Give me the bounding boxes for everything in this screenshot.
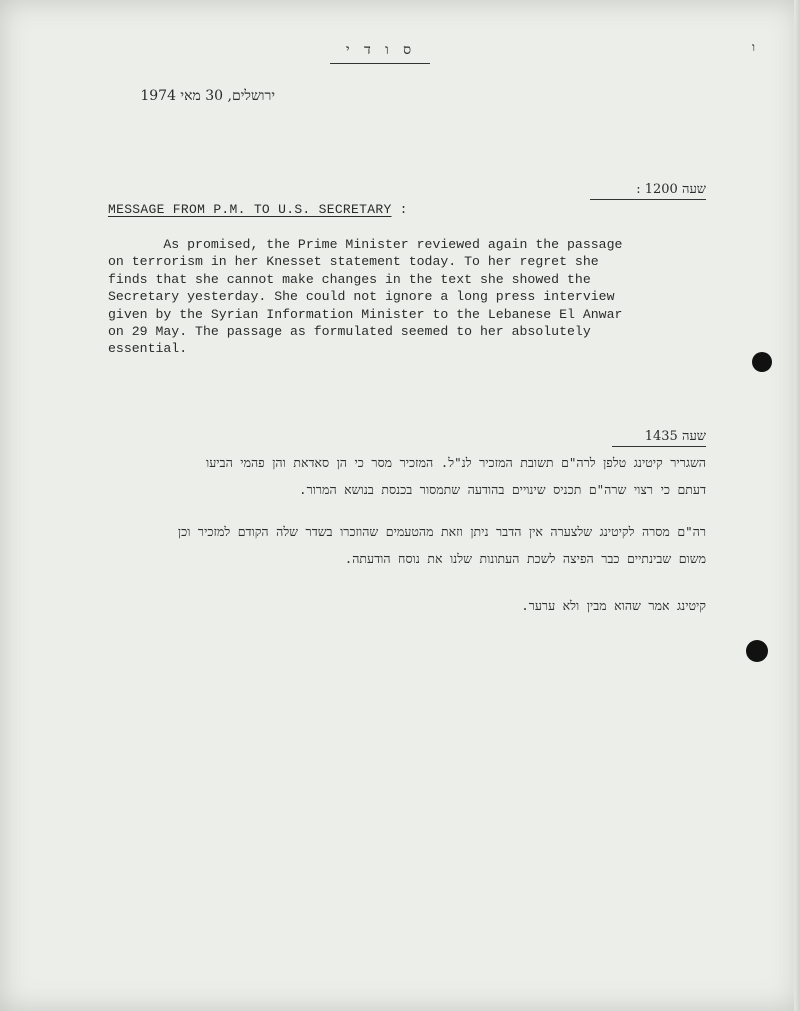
message-time-1435: שעה 1435 — [612, 428, 706, 447]
body-line: Secretary yesterday. She could not ignore a long press interview — [108, 289, 615, 305]
punch-hole — [752, 352, 772, 372]
hebrew-paragraph-2 — [6, 518, 706, 572]
message-time-1200: שעה 1200 : — [590, 181, 706, 200]
message-heading-text: MESSAGE FROM P.M. TO U.S. SECRETARY — [108, 202, 392, 217]
hebrew-paragraph-3 — [86, 592, 706, 619]
hebrew-line: דעתם כי רצוי שרה"ם תכניס שינויים בהודעה שתמסור בכנסת בנושא המרור. — [299, 482, 706, 497]
body-line: given by the Syrian Information Minister to the Lebanese El Anwar — [108, 306, 623, 322]
dateline: ירושלים, 30 מאי 1974 — [140, 88, 275, 104]
body-line: As promised, the Prime Minister reviewed again the passage — [108, 237, 623, 252]
message-body-english — [108, 236, 708, 358]
message-heading — [108, 202, 408, 217]
hebrew-paragraph-1 — [86, 449, 706, 503]
hebrew-line: רה"ם מסרה לקיטינג שלצערה אין הדבר ניתן וזאת מהטעמים שהוזכרו בשדר שלה הקודם למזכיר וכן — [177, 524, 706, 539]
body-line: on terrorism in her Knesset statement today. To her regret she — [108, 254, 599, 270]
punch-hole — [746, 640, 768, 662]
classification-label: ס ו ד י — [330, 42, 430, 64]
hebrew-line: משום שבינתיים כבר הפיצה לשכת העתונות שלנו את נוסח הודעתה. — [344, 551, 706, 566]
body-line: essential. — [108, 341, 188, 357]
message-heading-colon: : — [391, 202, 408, 217]
hebrew-line: השגריר קיטינג טלפן לרה"ם תשובת המזכיר לנ"ל. המזכיר מסר כי הן סאדאת והן פהמי הביעו — [206, 455, 706, 470]
body-line: finds that she cannot make changes in the text she showed the — [108, 271, 591, 287]
hebrew-line: קיטינג אמר שהוא מבין ולא ערער. — [521, 598, 706, 613]
page-edge — [794, 0, 800, 1011]
page-mark: ו — [752, 40, 756, 54]
body-line: on 29 May. The passage as formulated seemed to her absolutely — [108, 324, 591, 340]
